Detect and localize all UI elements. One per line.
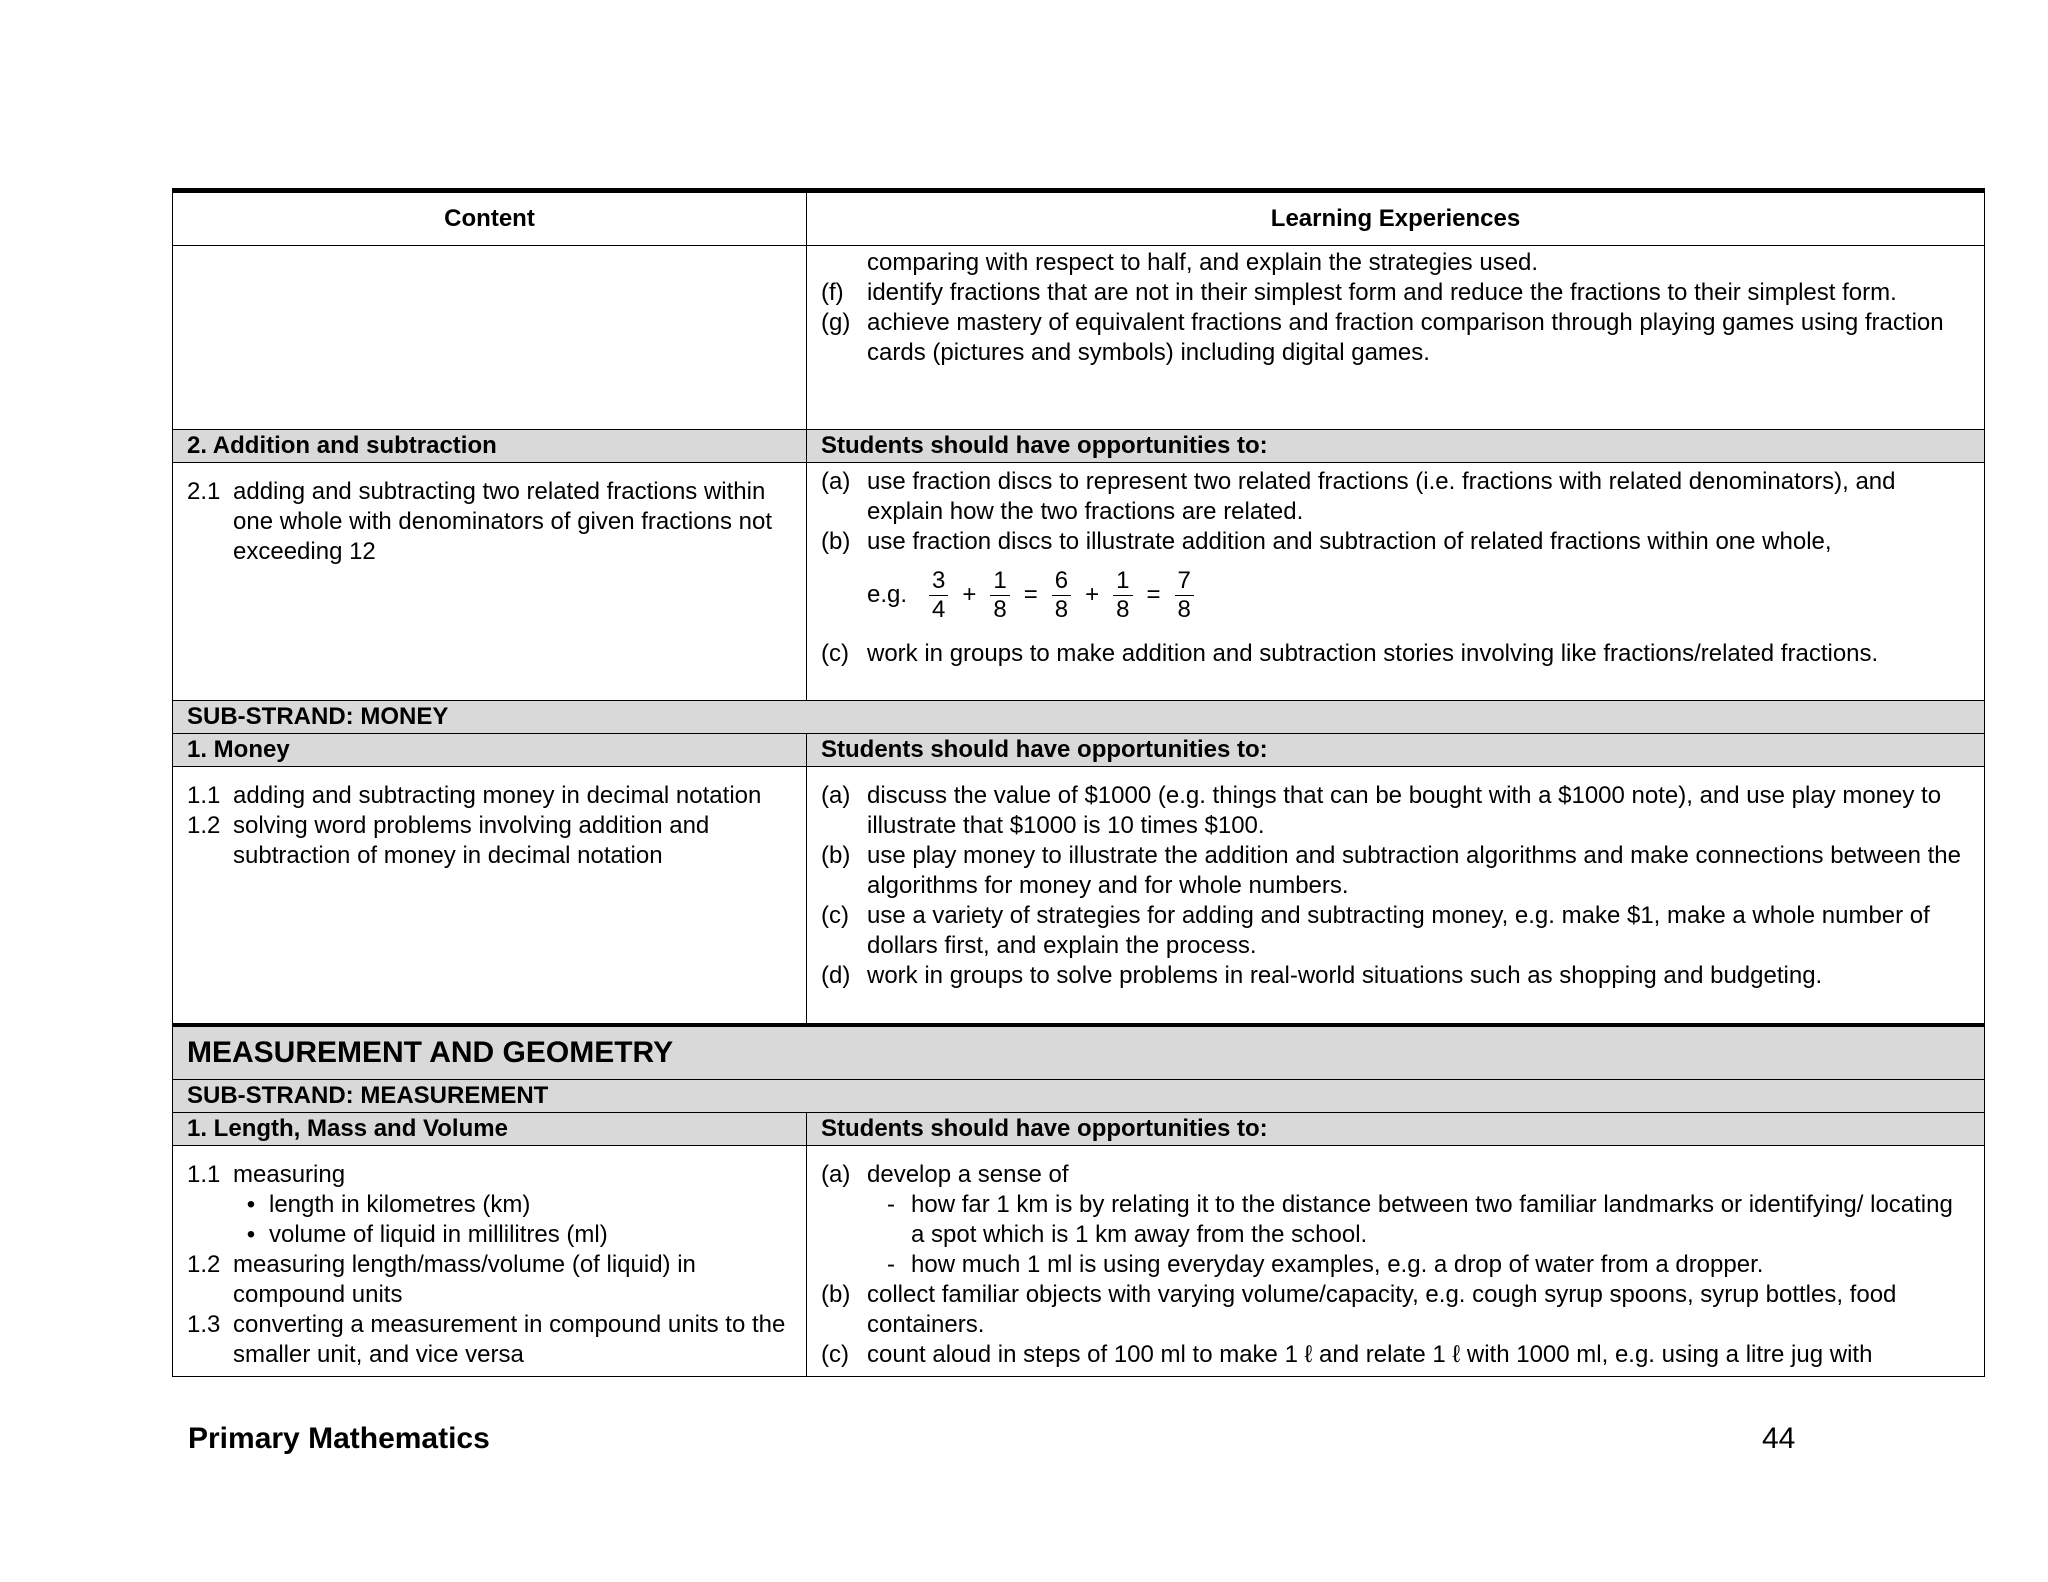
list-item: (g) achieve mastery of equivalent fractions and fraction comparison through playing games using fraction cards (pictures and symbols) including digital games. — [821, 309, 1944, 366]
bullet-icon: • — [246, 1220, 256, 1248]
list-item: (b) use fraction discs to illustrate addition and subtraction of related fractions within one whole, — [821, 528, 1832, 555]
content-column-header: Content — [173, 191, 807, 246]
continued-learning-cell — [807, 246, 1985, 430]
fraction: $\frac{1}{8}$ — [1113, 567, 1132, 624]
list-item: 1.1 measuring — [187, 1160, 346, 1188]
measurement-substrand-row — [173, 1079, 1985, 1112]
list-item: 1.2 solving word problems involving addition and subtraction of money in decimal notation — [187, 812, 710, 869]
list-item: (a) use fraction discs to represent two related fractions (i.e. fractions with related denominators), and explain how the two fractions are related. — [821, 468, 1896, 525]
bullet-item: • length in kilometres (km) — [187, 1190, 792, 1220]
measurement-content-cell — [173, 1145, 807, 1376]
measurement-strand-row — [173, 1025, 1985, 1080]
bullet-item: • volume of liquid in millilitres (ml) — [187, 1220, 792, 1250]
measurement-body-row — [173, 1145, 1985, 1376]
money-substrand-row — [173, 701, 1985, 734]
dash-item: - how much 1 ml is using everyday examples, e.g. a drop of water from a dropper. — [887, 1250, 1764, 1278]
list-item: (c) count aloud in steps of 100 ml to make 1 ℓ and relate 1 ℓ with 1000 ml, e.g. using a litre jug with — [821, 1340, 1873, 1368]
list-item: (f) identify fractions that are not in their simplest form and reduce the fractions to their simplest form. — [821, 279, 1897, 306]
money-substrand: SUB-STRAND: MONEY — [173, 701, 1985, 734]
page-number: 44 — [1762, 1422, 1796, 1455]
measurement-heading-row — [173, 1112, 1985, 1145]
curriculum-table — [172, 188, 1985, 1377]
money-learning-cell — [807, 767, 1985, 1025]
list-item: comparing with respect to half, and explain the strategies used. — [867, 249, 1539, 276]
addition-heading-row — [173, 430, 1985, 463]
list-item: (b) collect familiar objects with varying volume/capacity, e.g. cough syrup spoons, syrup bottles, food containers. — [821, 1280, 1897, 1338]
list-item: 2.1 adding and subtracting two related fractions within one whole with denominators of given fractions not exceeding 12 — [187, 478, 772, 565]
list-item: 1.3 converting a measurement in compound units to the smaller unit, and vice versa — [187, 1310, 786, 1368]
footer-title: Primary Mathematics — [188, 1422, 490, 1455]
measurement-opportunities: Students should have opportunities to: — [807, 1112, 1985, 1145]
addition-learning-cell — [807, 463, 1985, 701]
list-item: 1.2 measuring length/mass/volume (of liquid) in compound units — [187, 1250, 696, 1308]
addition-content-cell — [173, 463, 807, 701]
strand-title: MEASUREMENT AND GEOMETRY — [173, 1025, 1985, 1080]
list-item: (a) discuss the value of $1000 (e.g. things that can be bought with a $1000 note), and use play money to illustrate that $1000 is 10 times $100. — [821, 782, 1942, 839]
list-item: (d) work in groups to solve problems in real-world situations such as shopping and budgeting. — [821, 962, 1823, 989]
money-content-cell — [173, 767, 807, 1025]
fraction: $\frac{7}{8}$ — [1175, 567, 1194, 624]
continued-row — [173, 246, 1985, 430]
measurement-heading: 1. Length, Mass and Volume — [173, 1112, 807, 1145]
fraction-example: e.g. $\frac{3}{4}$ + $\frac{1}{8}$ = $\frac{6}{8}$ + $\frac{1}{8}$ = $\frac{7}{8}$ — [821, 557, 1970, 633]
bullet-icon: • — [246, 1190, 256, 1218]
learning-column-header: Learning Experiences — [807, 191, 1985, 246]
addition-body-row — [173, 463, 1985, 701]
fraction: $\frac{6}{8}$ — [1052, 567, 1071, 624]
list-item: (c) use a variety of strategies for adding and subtracting money, e.g. make $1, make a whole number of dollars first, and explain the process. — [821, 902, 1930, 959]
list-item: (b) use play money to illustrate the addition and subtraction algorithms and make connections between the algorithms for money and for whole numbers. — [821, 842, 1961, 899]
dash-item: - how far 1 km is by relating it to the distance between two familiar landmarks or identifying/ locating a spot which is 1 km away from the school. — [887, 1190, 1953, 1248]
money-body-row — [173, 767, 1985, 1025]
addition-heading: 2. Addition and subtraction — [173, 430, 807, 463]
money-heading: 1. Money — [173, 734, 807, 767]
list-item: (a) develop a sense of — [821, 1160, 1069, 1188]
money-heading-row — [173, 734, 1985, 767]
measurement-learning-cell — [807, 1145, 1985, 1376]
money-opportunities: Students should have opportunities to: — [807, 734, 1985, 767]
measurement-substrand: SUB-STRAND: MEASUREMENT — [173, 1079, 1985, 1112]
list-item: (c) work in groups to make addition and subtraction stories involving like fractions/related fractions. — [821, 640, 1879, 667]
addition-opportunities: Students should have opportunities to: — [807, 430, 1985, 463]
header-row — [173, 191, 1985, 246]
list-item: 1.1 adding and subtracting money in decimal notation — [187, 782, 762, 809]
fraction: $\frac{1}{8}$ — [990, 567, 1009, 624]
continued-content-cell — [173, 246, 807, 430]
fraction: $\frac{3}{4}$ — [929, 567, 948, 624]
